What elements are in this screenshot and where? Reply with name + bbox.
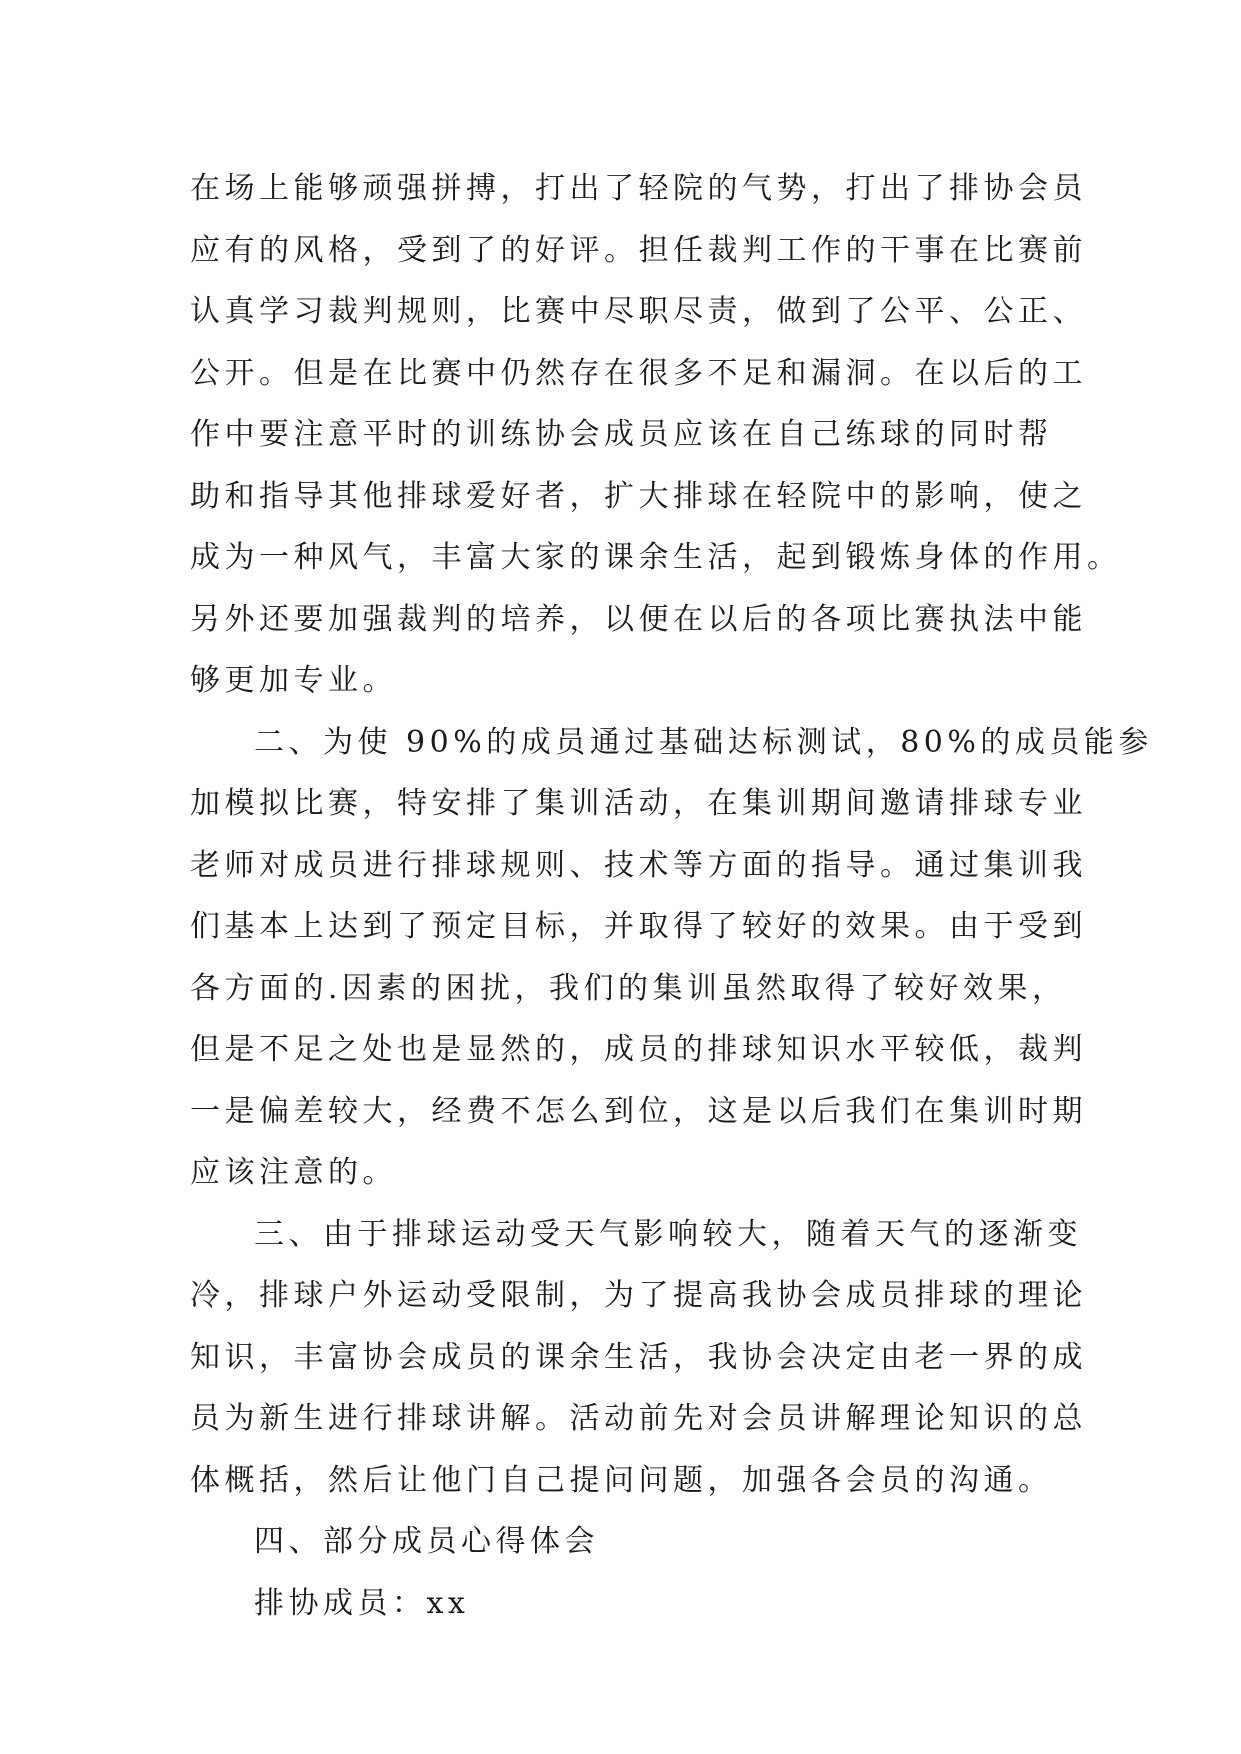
paragraph-line: 知识，丰富协会成员的课余生活，我协会决定由老一界的成	[190, 1339, 1087, 1375]
paragraph-line: 冷，排球户外运动受限制，为了提高我协会成员排球的理论	[190, 1278, 1087, 1313]
paragraph-line: 成为一种风气，丰富大家的课余生活，起到锻炼身体的作用。	[190, 540, 1122, 575]
member-name-line: 排协成员：xx	[254, 1585, 470, 1621]
paragraph-line: 另外还要加强裁判的培养，以便在以后的各项比赛执法中能	[190, 601, 1087, 637]
paragraph-line: 够更加专业。	[190, 663, 397, 698]
paragraph-line: 认真学习裁判规则，比赛中尽职尽责，做到了公平、公正、	[190, 294, 1087, 329]
paragraph-line: 体概括，然后让他门自己提问问题，加强各会员的沟通。	[190, 1462, 1053, 1498]
section-three-first-line: 三、由于排球运动受天气影响较大，随着天气的逐渐变	[254, 1216, 1082, 1252]
paragraph-line: 员为新生进行排球讲解。活动前先对会员讲解理论知识的总	[190, 1401, 1087, 1436]
section-four-heading: 四、部分成员心得体会	[254, 1524, 599, 1559]
paragraph-line: 各方面的.因素的困扰，我们的集训虽然取得了较好效果，	[190, 970, 1067, 1006]
paragraph-line: 一是偏差较大，经费不怎么到位，这是以后我们在集训时期	[190, 1093, 1087, 1129]
section-two-first-line: 二、为使 90%的成员通过基础达标测试，80%的成员能参	[254, 724, 1153, 760]
paragraph-line: 但是不足之处也是显然的，成员的排球知识水平较低，裁判	[190, 1032, 1087, 1067]
document-body	[190, 158, 1153, 1634]
paragraph-line: 在场上能够顽强拼搏，打出了轻院的气势，打出了排协会员	[190, 171, 1087, 206]
paragraph-line: 公开。但是在比赛中仍然存在很多不足和漏洞。在以后的工	[190, 355, 1087, 391]
paragraph-line: 们基本上达到了预定目标，并取得了较好的效果。由于受到	[190, 909, 1087, 944]
paragraph-line: 加模拟比赛，特安排了集训活动，在集训期间邀请排球专业	[190, 786, 1087, 821]
paragraph-line: 作中要注意平时的训练协会成员应该在自己练球的同时帮	[190, 417, 1053, 452]
paragraph-line: 应有的风格，受到了的好评。担任裁判工作的干事在比赛前	[190, 232, 1087, 268]
paragraph-line: 老师对成员进行排球规则、技术等方面的指导。通过集训我	[190, 847, 1087, 883]
paragraph-line: 应该注意的。	[190, 1155, 397, 1190]
paragraph-line: 助和指导其他排球爱好者，扩大排球在轻院中的影响，使之	[190, 478, 1087, 514]
